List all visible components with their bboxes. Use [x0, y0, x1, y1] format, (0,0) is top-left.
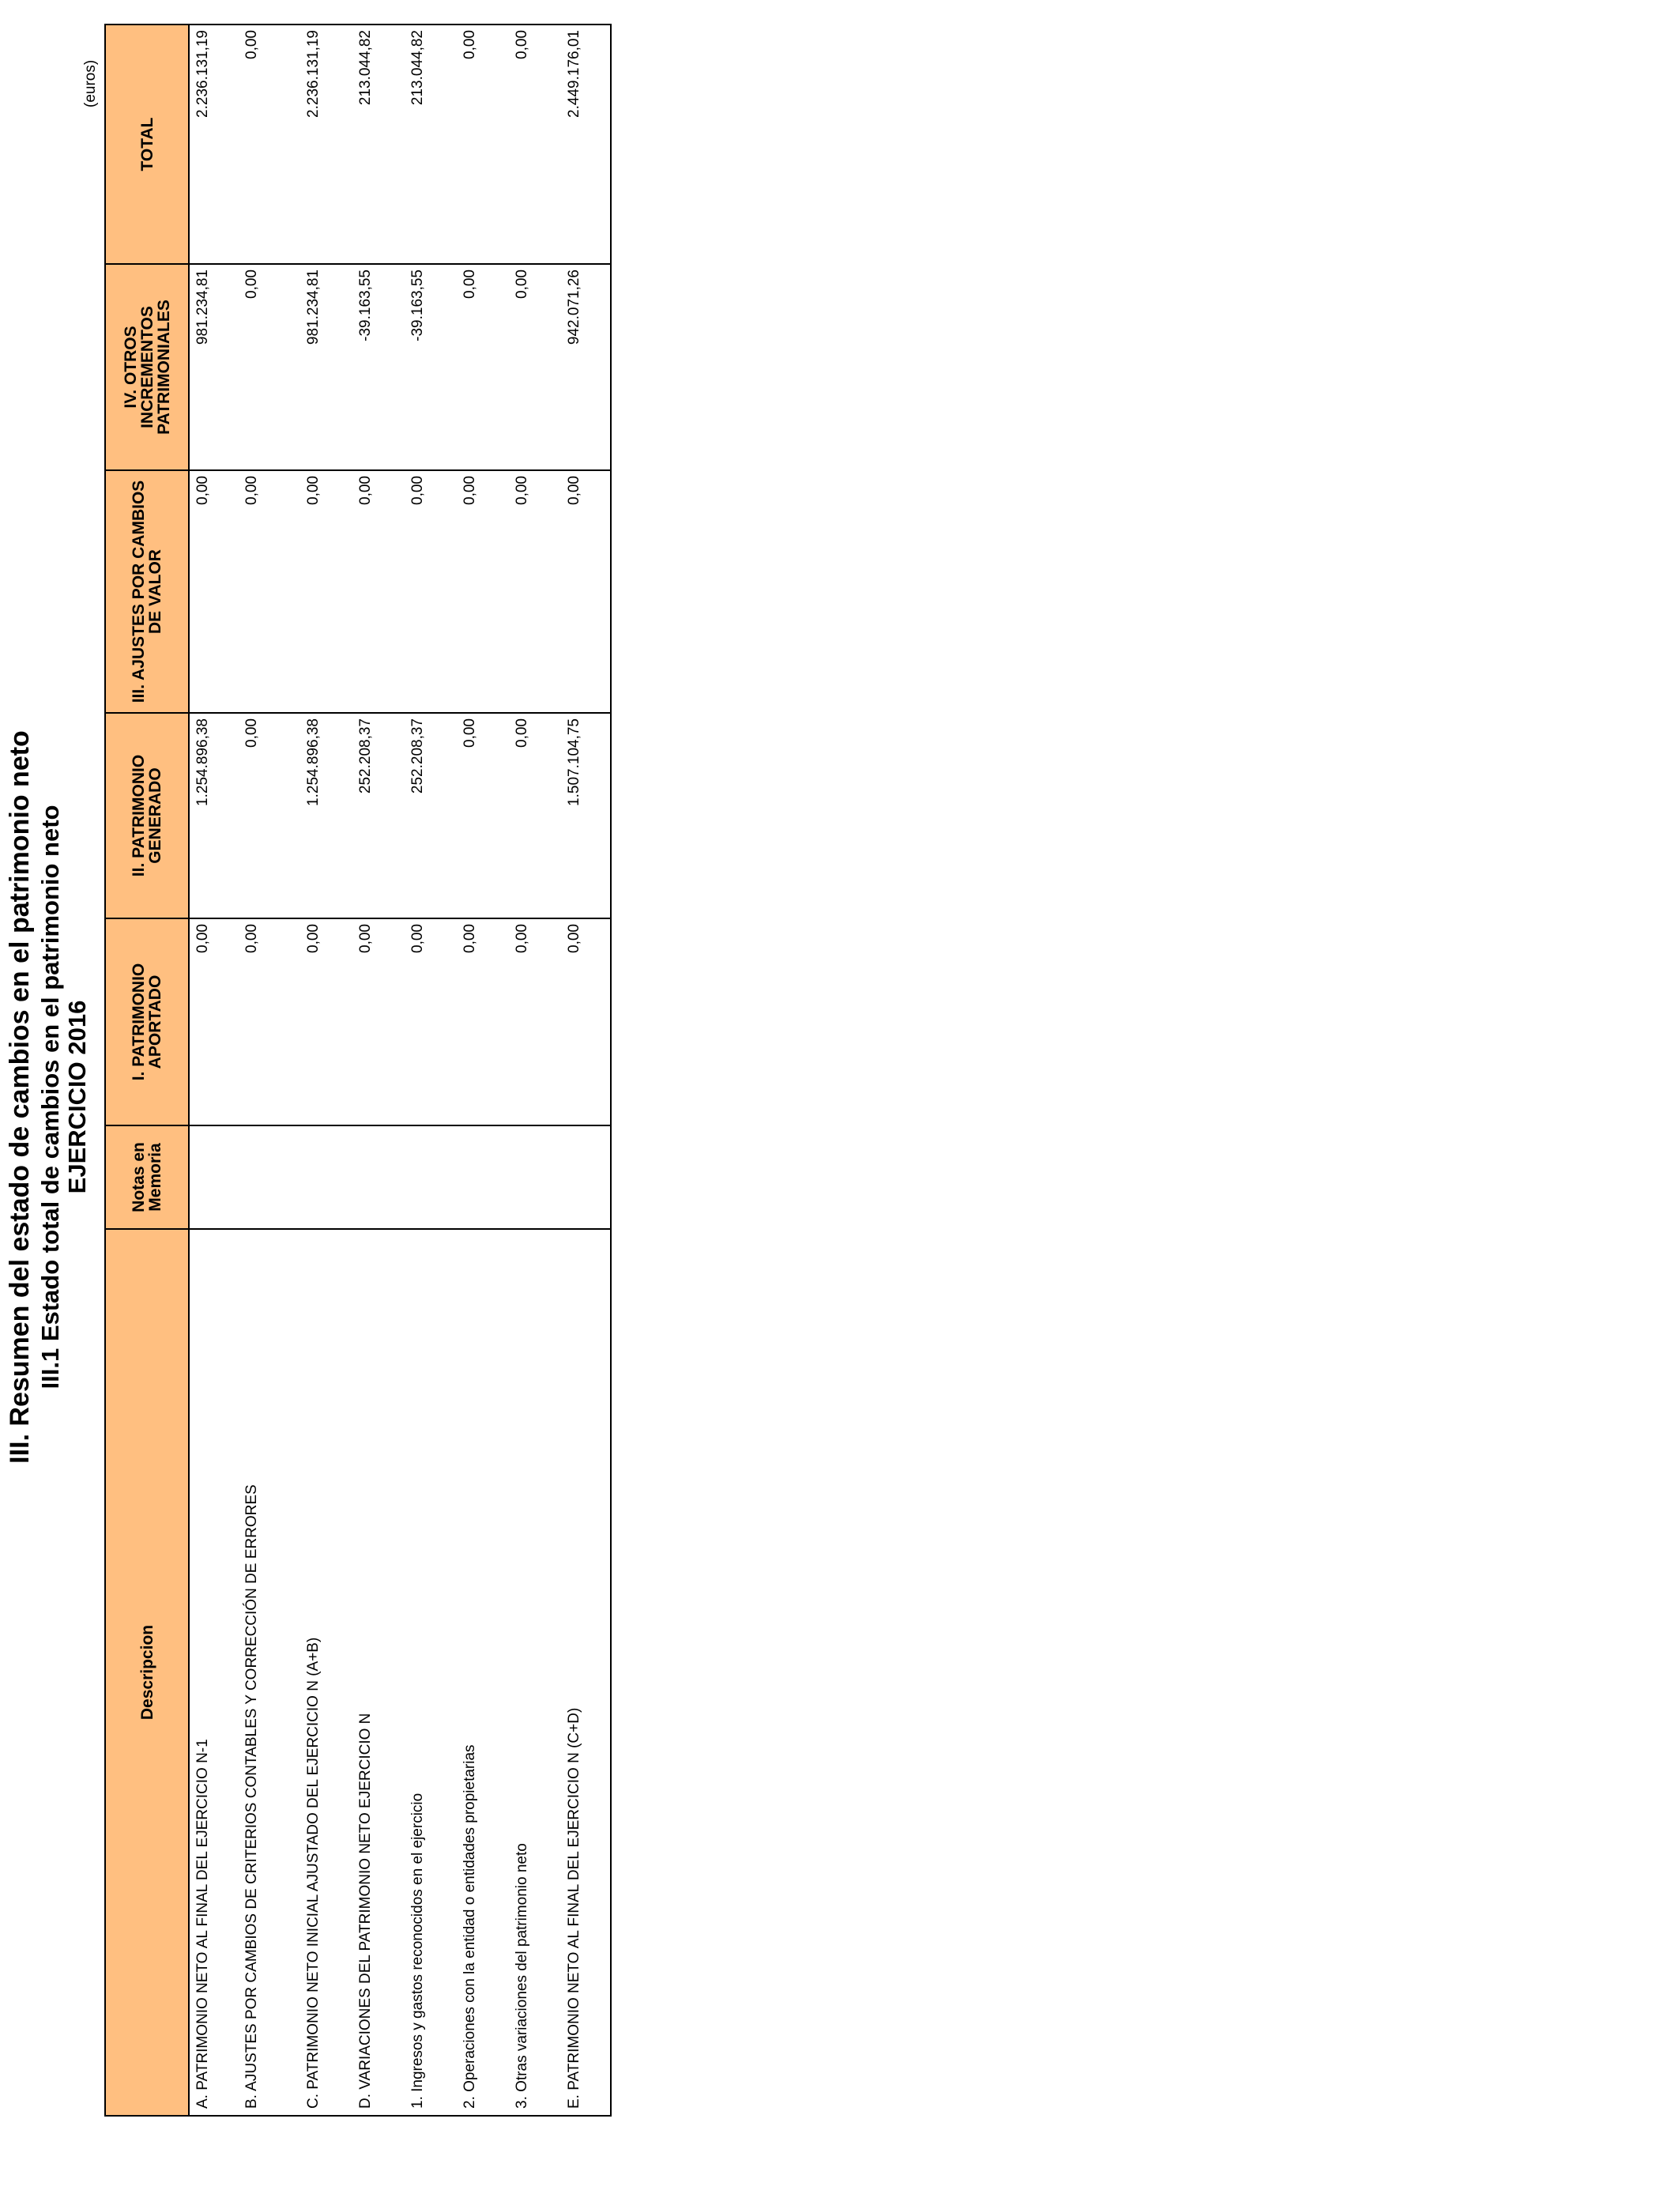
cell-patrimonio-generado: 1.507.104,75	[561, 713, 611, 918]
cell-patrimonio-aportado: 0,00	[561, 918, 611, 1125]
cell-total: 0,00	[239, 25, 300, 264]
cell-notas	[457, 1125, 509, 1229]
cell-patrimonio-aportado: 0,00	[405, 918, 457, 1125]
cell-otros-incrementos: 981.234,81	[300, 264, 352, 470]
fiscal-year-heading: EJERCICIO 2016	[63, 1000, 91, 1194]
cell-notas	[561, 1125, 611, 1229]
cell-notas	[352, 1125, 405, 1229]
cell-ajustes-valor: 0,00	[352, 470, 405, 713]
cell-ajustes-valor: 0,00	[405, 470, 457, 713]
cell-descripcion: C. PATRIMONIO NETO INICIAL AJUSTADO DEL EJERCICIO N (A+B)	[300, 1229, 352, 2116]
table-row	[352, 25, 405, 2116]
cell-ajustes-valor: 0,00	[561, 470, 611, 713]
table-header-row	[105, 25, 189, 2116]
cell-notas	[509, 1125, 561, 1229]
column-header-ajustes-valor: III. AJUSTES POR CAMBIOS DE VALOR	[105, 470, 189, 713]
column-header-patrimonio-aportado: I. PATRIMONIO APORTADO	[105, 918, 189, 1125]
cell-total: 2.449.176,01	[561, 25, 611, 264]
column-header-descripcion: Descripcion	[105, 1229, 189, 2116]
cell-total: 0,00	[457, 25, 509, 264]
cell-total: 0,00	[509, 25, 561, 264]
cell-patrimonio-aportado: 0,00	[457, 918, 509, 1125]
equity-changes-table	[104, 24, 612, 2117]
cell-patrimonio-generado: 0,00	[509, 713, 561, 918]
cell-descripcion: 2. Operaciones con la entidad o entidades propietarias	[457, 1229, 509, 2116]
table-row	[509, 25, 561, 2116]
cell-patrimonio-aportado: 0,00	[509, 918, 561, 1125]
cell-otros-incrementos: 0,00	[457, 264, 509, 470]
cell-total: 213.044,82	[352, 25, 405, 264]
cell-descripcion: A. PATRIMONIO NETO AL FINAL DEL EJERCICIO N-1	[189, 1229, 239, 2116]
cell-otros-incrementos: -39.163,55	[405, 264, 457, 470]
table-body	[189, 25, 611, 2116]
page-title: III. Resumen del estado de cambios en el patrimonio neto	[5, 730, 35, 1464]
cell-otros-incrementos: -39.163,55	[352, 264, 405, 470]
cell-patrimonio-aportado: 0,00	[352, 918, 405, 1125]
table-row	[300, 25, 352, 2116]
page-subtitle: III.1 Estado total de cambios en el patrimonio neto	[36, 805, 64, 1389]
column-header-notas: Notas en Memoria	[105, 1125, 189, 1229]
cell-total: 213.044,82	[405, 25, 457, 264]
cell-notas	[189, 1125, 239, 1229]
table-row	[561, 25, 611, 2116]
cell-ajustes-valor: 0,00	[457, 470, 509, 713]
cell-otros-incrementos: 981.234,81	[189, 264, 239, 470]
cell-patrimonio-generado: 252.208,37	[405, 713, 457, 918]
column-header-total: TOTAL	[105, 25, 189, 264]
cell-otros-incrementos: 0,00	[239, 264, 300, 470]
cell-otros-incrementos: 0,00	[509, 264, 561, 470]
cell-ajustes-valor: 0,00	[300, 470, 352, 713]
table-row	[405, 25, 457, 2116]
cell-total: 2.236.131,19	[189, 25, 239, 264]
cell-patrimonio-generado: 252.208,37	[352, 713, 405, 918]
cell-ajustes-valor: 0,00	[509, 470, 561, 713]
cell-ajustes-valor: 0,00	[239, 470, 300, 713]
cell-otros-incrementos: 942.071,26	[561, 264, 611, 470]
cell-notas	[300, 1125, 352, 1229]
cell-notas	[239, 1125, 300, 1229]
table-row	[457, 25, 509, 2116]
cell-descripcion: E. PATRIMONIO NETO AL FINAL DEL EJERCICIO N (C+D)	[561, 1229, 611, 2116]
cell-patrimonio-generado: 1.254.896,38	[300, 713, 352, 918]
cell-patrimonio-aportado: 0,00	[189, 918, 239, 1125]
cell-patrimonio-aportado: 0,00	[300, 918, 352, 1125]
cell-descripcion: B. AJUSTES POR CAMBIOS DE CRITERIOS CONTABLES Y CORRECCIÓN DE ERRORES	[239, 1229, 300, 2116]
cell-patrimonio-generado: 0,00	[239, 713, 300, 918]
cell-patrimonio-generado: 1.254.896,38	[189, 713, 239, 918]
cell-notas	[405, 1125, 457, 1229]
column-header-patrimonio-generado: II. PATRIMONIO GENERADO	[105, 713, 189, 918]
cell-patrimonio-generado: 0,00	[457, 713, 509, 918]
cell-ajustes-valor: 0,00	[189, 470, 239, 713]
cell-descripcion: 3. Otras variaciones del patrimonio neto	[509, 1229, 561, 2116]
table-row	[239, 25, 300, 2116]
table-row	[189, 25, 239, 2116]
cell-total: 2.236.131,19	[300, 25, 352, 264]
cell-descripcion: D. VARIACIONES DEL PATRIMONIO NETO EJERCICIO N	[352, 1229, 405, 2116]
cell-descripcion: 1. Ingresos y gastos reconocidos en el ejercicio	[405, 1229, 457, 2116]
cell-patrimonio-aportado: 0,00	[239, 918, 300, 1125]
column-header-otros-incrementos: IV. OTROS INCREMENTOS PATRIMONIALES	[105, 264, 189, 470]
currency-units-label: (euros)	[82, 59, 99, 107]
